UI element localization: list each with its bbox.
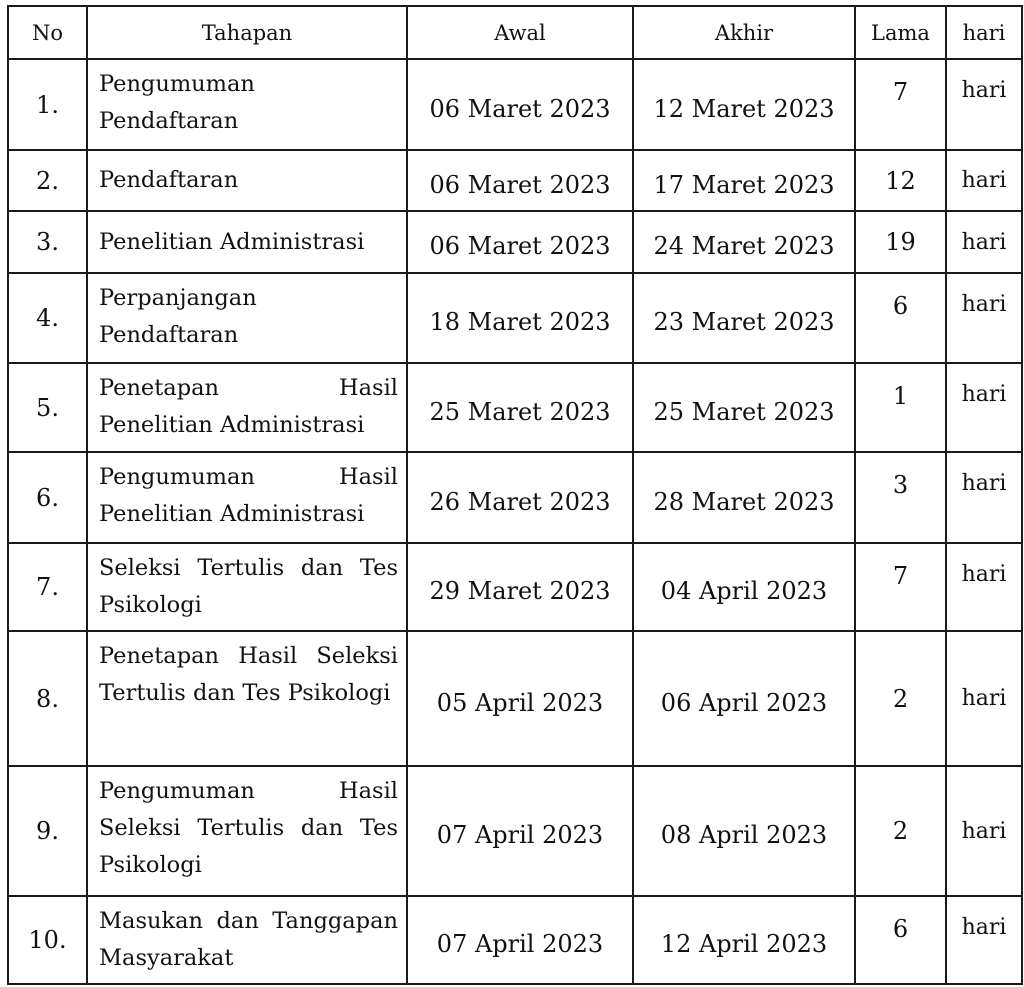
row-stage: Pengumuman Hasil Penelitian Administrasi xyxy=(87,452,407,543)
row-no: 4. xyxy=(8,273,87,363)
row-stage: Perpanjangan Pendaftaran xyxy=(87,273,407,363)
row-end-date: 12 Maret 2023 xyxy=(633,59,855,150)
row-no: 8. xyxy=(8,631,87,766)
row-duration: 2 xyxy=(855,631,946,766)
row-end-date: 04 April 2023 xyxy=(633,543,855,631)
header-no: No xyxy=(8,6,87,59)
table-row xyxy=(8,211,1022,273)
table-row xyxy=(8,452,1022,543)
row-start-date: 06 Maret 2023 xyxy=(407,59,633,150)
row-start-date: 18 Maret 2023 xyxy=(407,273,633,363)
row-unit: hari xyxy=(946,896,1022,984)
row-end-date: 24 Maret 2023 xyxy=(633,211,855,273)
row-end-date: 12 April 2023 xyxy=(633,896,855,984)
header-duration: Lama xyxy=(855,6,946,59)
row-duration: 2 xyxy=(855,766,946,896)
row-duration: 7 xyxy=(855,543,946,631)
row-unit: hari xyxy=(946,363,1022,452)
row-duration: 3 xyxy=(855,452,946,543)
row-no: 7. xyxy=(8,543,87,631)
row-no: 9. xyxy=(8,766,87,896)
row-unit: hari xyxy=(946,543,1022,631)
row-end-date: 17 Maret 2023 xyxy=(633,150,855,211)
row-duration: 19 xyxy=(855,211,946,273)
row-unit: hari xyxy=(946,273,1022,363)
row-start-date: 06 Maret 2023 xyxy=(407,150,633,211)
row-no: 1. xyxy=(8,59,87,150)
row-duration: 6 xyxy=(855,896,946,984)
header-stage: Tahapan xyxy=(87,6,407,59)
row-no: 6. xyxy=(8,452,87,543)
row-unit: hari xyxy=(946,59,1022,150)
row-duration: 6 xyxy=(855,273,946,363)
table-row xyxy=(8,543,1022,631)
row-start-date: 05 April 2023 xyxy=(407,631,633,766)
row-no: 3. xyxy=(8,211,87,273)
row-start-date: 07 April 2023 xyxy=(407,766,633,896)
row-duration: 7 xyxy=(855,59,946,150)
row-end-date: 23 Maret 2023 xyxy=(633,273,855,363)
row-stage: Seleksi Tertulis dan Tes Psikologi xyxy=(87,543,407,631)
row-start-date: 25 Maret 2023 xyxy=(407,363,633,452)
table-row xyxy=(8,631,1022,766)
row-start-date: 26 Maret 2023 xyxy=(407,452,633,543)
schedule-table xyxy=(7,5,1023,985)
table-row xyxy=(8,363,1022,452)
row-stage: Pengumuman Pendaftaran xyxy=(87,59,407,150)
row-stage: Pengumuman Hasil Seleksi Tertulis dan Tes Psikologi xyxy=(87,766,407,896)
row-duration: 1 xyxy=(855,363,946,452)
row-start-date: 29 Maret 2023 xyxy=(407,543,633,631)
row-unit: hari xyxy=(946,150,1022,211)
header-row xyxy=(8,6,1022,59)
header-end: Akhir xyxy=(633,6,855,59)
row-duration: 12 xyxy=(855,150,946,211)
row-stage: Penetapan Hasil Penelitian Administrasi xyxy=(87,363,407,452)
row-end-date: 06 April 2023 xyxy=(633,631,855,766)
row-no: 10. xyxy=(8,896,87,984)
row-end-date: 25 Maret 2023 xyxy=(633,363,855,452)
row-stage: Pendaftaran xyxy=(87,150,407,211)
row-unit: hari xyxy=(946,766,1022,896)
row-no: 5. xyxy=(8,363,87,452)
row-start-date: 06 Maret 2023 xyxy=(407,211,633,273)
table-row xyxy=(8,150,1022,211)
row-unit: hari xyxy=(946,452,1022,543)
row-start-date: 07 April 2023 xyxy=(407,896,633,984)
row-no: 2. xyxy=(8,150,87,211)
table-row xyxy=(8,766,1022,896)
row-stage: Penetapan Hasil Seleksi Tertulis dan Tes Psikologi xyxy=(87,631,407,766)
table-row xyxy=(8,59,1022,150)
row-unit: hari xyxy=(946,631,1022,766)
row-stage: Penelitian Administrasi xyxy=(87,211,407,273)
row-end-date: 28 Maret 2023 xyxy=(633,452,855,543)
row-stage: Masukan dan Tanggapan Masyarakat xyxy=(87,896,407,984)
table-row xyxy=(8,273,1022,363)
row-unit: hari xyxy=(946,211,1022,273)
table-row xyxy=(8,896,1022,984)
row-end-date: 08 April 2023 xyxy=(633,766,855,896)
header-unit: hari xyxy=(946,6,1022,59)
header-start: Awal xyxy=(407,6,633,59)
